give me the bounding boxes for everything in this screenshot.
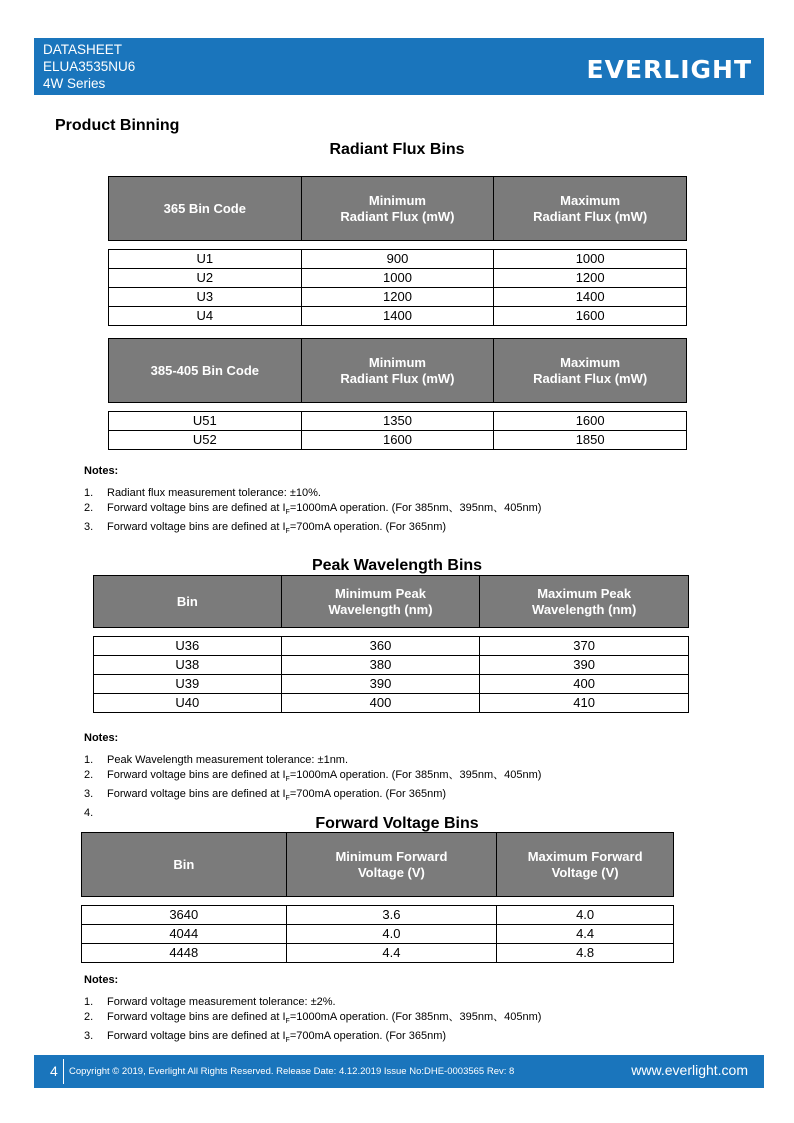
note-number: 2. (84, 1011, 94, 1023)
note-number: 4. (84, 807, 94, 820)
note-text: Forward voltage bins are defined at $I_F=1000mA$ operation. (For 385nm、395nm、405nm) (107, 1011, 542, 1026)
table-cell: 380 (281, 656, 480, 675)
table-cell: U38 (94, 656, 282, 675)
header-spacer (82, 897, 674, 906)
table-cell: 1350 (301, 412, 494, 431)
notes-heading: Notes: (84, 974, 119, 986)
peak-wavelength-title: Peak Wavelength Bins (311, 557, 483, 574)
page-number: 4 (50, 1063, 58, 1079)
table-cell: 1000 (301, 269, 494, 288)
note-number: 3. (84, 1030, 94, 1043)
table-cell: 360 (281, 637, 480, 656)
column-header: Minimum Forward Voltage (V) (286, 833, 497, 897)
footer-divider (63, 1059, 64, 1084)
note-text: Forward voltage measurement tolerance: ±2%. (107, 996, 336, 1008)
table-cell: 1600 (494, 307, 687, 326)
table-row (94, 656, 689, 675)
everlight-logo: EVERLIGHT (586, 55, 752, 84)
column-header: Minimum Peak Wavelength (nm) (281, 576, 480, 628)
header-spacer (94, 628, 689, 637)
table-row (94, 675, 689, 694)
column-header: Minimum Radiant Flux (mW) (301, 177, 494, 241)
table-cell: 1200 (494, 269, 687, 288)
table-cell: 1000 (494, 250, 687, 269)
table-cell: 3640 (82, 906, 287, 925)
column-header: Maximum Radiant Flux (mW) (494, 177, 687, 241)
table-cell: U1 (109, 250, 302, 269)
column-header: Bin (82, 833, 287, 897)
peak-wavelength-notes (84, 731, 541, 821)
table-header-row (109, 339, 687, 403)
table-cell: 400 (480, 675, 689, 694)
table-cell: 4.0 (286, 925, 497, 944)
table-header-row (94, 576, 689, 628)
note-item (84, 768, 541, 787)
radiant-flux-table-385-405 (108, 338, 687, 450)
column-header: 365 Bin Code (109, 177, 302, 241)
forward-voltage-table (81, 832, 674, 963)
doc-type: DATASHEET (43, 42, 123, 57)
table-cell: 4.0 (497, 906, 674, 925)
page-header (34, 38, 764, 95)
table-cell: 3.6 (286, 906, 497, 925)
table-cell: 900 (301, 250, 494, 269)
table-cell: 4.4 (497, 925, 674, 944)
document-info (43, 41, 135, 92)
note-item (84, 995, 541, 1010)
notes-heading: Notes: (84, 732, 119, 744)
table-cell: U39 (94, 675, 282, 694)
table-cell: 1400 (301, 307, 494, 326)
table-cell: U51 (109, 412, 302, 431)
note-text: Forward voltage bins are defined at $I_F=700mA$ operation. (For 365nm) (107, 521, 447, 536)
table-cell: 4.4 (286, 944, 497, 963)
table-row (109, 412, 687, 431)
forward-voltage-title: Forward Voltage Bins (315, 815, 479, 832)
forward-voltage-notes (84, 973, 541, 1048)
table-cell: 4.8 (497, 944, 674, 963)
note-text: Forward voltage bins are defined at $I_F=1000mA$ operation. (For 385nm、395nm、405nm) (107, 502, 542, 517)
note-text: Forward voltage bins are defined at $I_F=700mA$ operation. (For 365nm) (107, 1030, 447, 1045)
note-item (84, 753, 541, 768)
table-cell: U36 (94, 637, 282, 656)
table-cell: 4044 (82, 925, 287, 944)
table-row (109, 250, 687, 269)
note-text: Peak Wavelength measurement tolerance: ±1nm. (107, 754, 349, 766)
header-spacer (109, 403, 687, 412)
table-cell: 1600 (301, 431, 494, 450)
note-item (84, 486, 541, 501)
table-cell: U40 (94, 694, 282, 713)
column-header: Maximum Peak Wavelength (nm) (480, 576, 689, 628)
note-item (84, 520, 541, 539)
note-text: Forward voltage bins are defined at $I_F=700mA$ operation. (For 365nm) (107, 788, 447, 803)
note-number: 3. (84, 788, 94, 801)
note-number: 2. (84, 502, 94, 514)
header-spacer (109, 241, 687, 250)
part-number: ELUA3535NU6 (43, 59, 136, 74)
note-number: 1. (84, 996, 94, 1008)
radiant-flux-table-365 (108, 176, 687, 326)
note-number: 1. (84, 754, 94, 766)
note-item (84, 1029, 541, 1048)
table-cell: 1850 (494, 431, 687, 450)
table-cell: 410 (480, 694, 689, 713)
column-header: 385-405 Bin Code (109, 339, 302, 403)
table-cell: U3 (109, 288, 302, 307)
table-cell: U2 (109, 269, 302, 288)
note-number: 3. (84, 521, 94, 534)
column-header: Maximum Forward Voltage (V) (497, 833, 674, 897)
series-name: 4W Series (43, 76, 106, 91)
note-item (84, 787, 541, 806)
radiant-flux-notes (84, 464, 541, 539)
table-row (109, 288, 687, 307)
table-cell: 390 (281, 675, 480, 694)
table-row (82, 944, 674, 963)
column-header: Bin (94, 576, 282, 628)
website-link[interactable]: www.everlight.com (631, 1062, 748, 1078)
note-item (84, 1010, 541, 1029)
table-cell: 1600 (494, 412, 687, 431)
note-item (84, 501, 541, 520)
table-cell: 1200 (301, 288, 494, 307)
section-title: Product Binning (55, 117, 180, 134)
table-row (94, 637, 689, 656)
notes-heading: Notes: (84, 465, 119, 477)
radiant-flux-title: Radiant Flux Bins (329, 141, 465, 158)
table-cell: 400 (281, 694, 480, 713)
table-cell: 1400 (494, 288, 687, 307)
table-row (82, 906, 674, 925)
column-header: Minimum Radiant Flux (mW) (301, 339, 494, 403)
table-row (94, 694, 689, 713)
table-cell: 4448 (82, 944, 287, 963)
table-cell: U4 (109, 307, 302, 326)
note-number: 2. (84, 769, 94, 781)
table-header-row (109, 177, 687, 241)
note-text: Radiant flux measurement tolerance: ±10%. (107, 487, 321, 499)
table-cell: U52 (109, 431, 302, 450)
table-cell: 390 (480, 656, 689, 675)
page-footer (34, 1055, 764, 1088)
note-text: Forward voltage bins are defined at $I_F=1000mA$ operation. (For 385nm、395nm、405nm) (107, 769, 542, 784)
peak-wavelength-table (93, 575, 689, 713)
note-number: 1. (84, 487, 94, 499)
copyright-text: Copyright © 2019, Everlight All Rights Reserved. Release Date: 4.12.2019 Issue No:DHE-0003565 Rev: 8 (69, 1066, 515, 1077)
table-cell: 370 (480, 637, 689, 656)
table-row (109, 269, 687, 288)
table-row (109, 431, 687, 450)
table-row (82, 925, 674, 944)
table-row (109, 307, 687, 326)
column-header: Maximum Radiant Flux (mW) (494, 339, 687, 403)
table-header-row (82, 833, 674, 897)
